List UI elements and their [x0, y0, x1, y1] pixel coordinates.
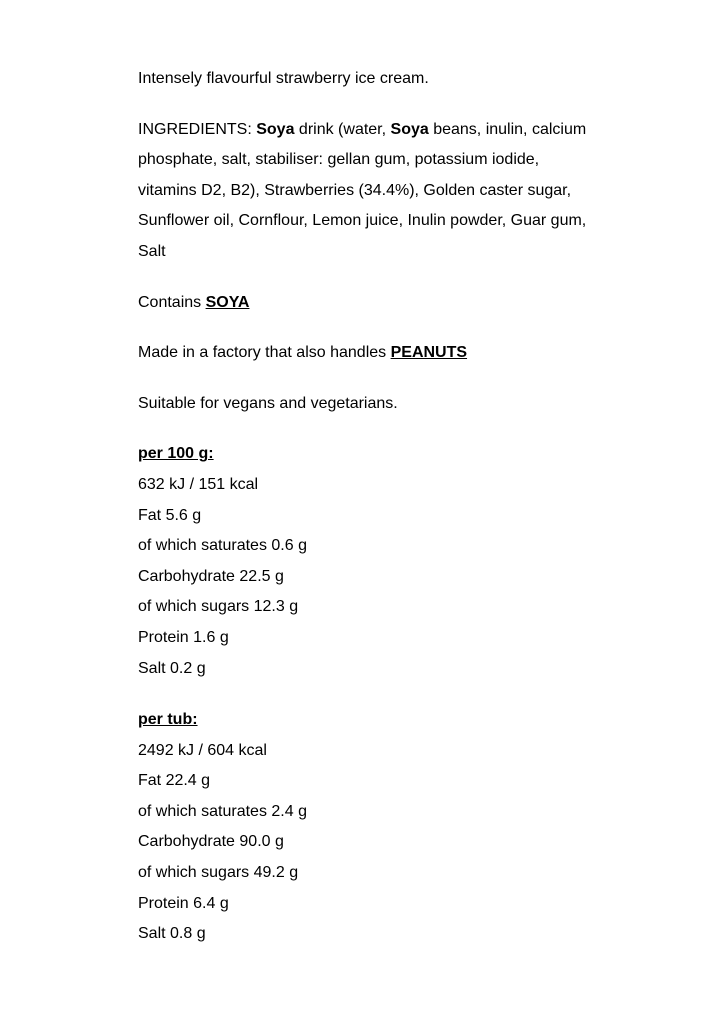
per-tub-carbohydrate: Carbohydrate 90.0 g [138, 833, 284, 851]
nutrition-per-100g [138, 439, 588, 684]
per-100g-sugars: of which sugars 12.3 g [138, 598, 299, 616]
per-100g-salt: Salt 0.2 g [138, 659, 206, 677]
contains-statement [138, 288, 588, 319]
per-100g-protein: Protein 1.6 g [138, 628, 229, 646]
ingredients-label: INGREDIENTS: [138, 120, 257, 138]
nutrition-per-tub [138, 705, 588, 950]
per-tub-salt: Salt 0.8 g [138, 925, 206, 943]
per-tub-fat: Fat 22.4 g [138, 772, 211, 790]
per-tub-protein: Protein 6.4 g [138, 894, 229, 912]
product-label-document [138, 64, 588, 950]
contains-prefix: Contains [138, 293, 206, 311]
per-100g-heading: per 100 g: [138, 445, 214, 463]
per-100g-fat: Fat 5.6 g [138, 506, 202, 524]
per-100g-carbohydrate: Carbohydrate 22.5 g [138, 567, 284, 585]
factory-allergen: PEANUTS [390, 344, 468, 362]
ingredient-text-1: drink (water, [294, 120, 391, 138]
per-tub-energy: 2492 kJ / 604 kcal [138, 741, 267, 759]
suitability-statement: Suitable for vegans and vegetarians. [138, 394, 398, 412]
contains-allergen: SOYA [205, 293, 250, 311]
per-100g-energy: 632 kJ / 151 kcal [138, 475, 259, 493]
factory-prefix: Made in a factory that also handles [138, 344, 391, 362]
per-tub-heading: per tub: [138, 711, 198, 729]
per-tub-saturates: of which saturates 2.4 g [138, 802, 307, 820]
product-description: Intensely flavourful strawberry ice cream. [138, 70, 429, 87]
ingredient-soya-2: Soya [390, 120, 429, 138]
factory-statement [138, 338, 588, 369]
per-100g-saturates: of which saturates 0.6 g [138, 537, 307, 555]
ingredients-paragraph [138, 115, 588, 268]
ingredient-soya-1: Soya [256, 120, 295, 138]
ingredient-text-2: beans, inulin, calcium phosphate, salt, stabiliser: gellan gum, potassium iodide, vitamins D2, B2), Strawberries (34.4%), Golden caster sugar, Sunflower oil, Cornflour, Lemon juice, Inulin powder, Guar gum, Salt [138, 120, 587, 260]
per-tub-sugars: of which sugars 49.2 g [138, 864, 299, 882]
